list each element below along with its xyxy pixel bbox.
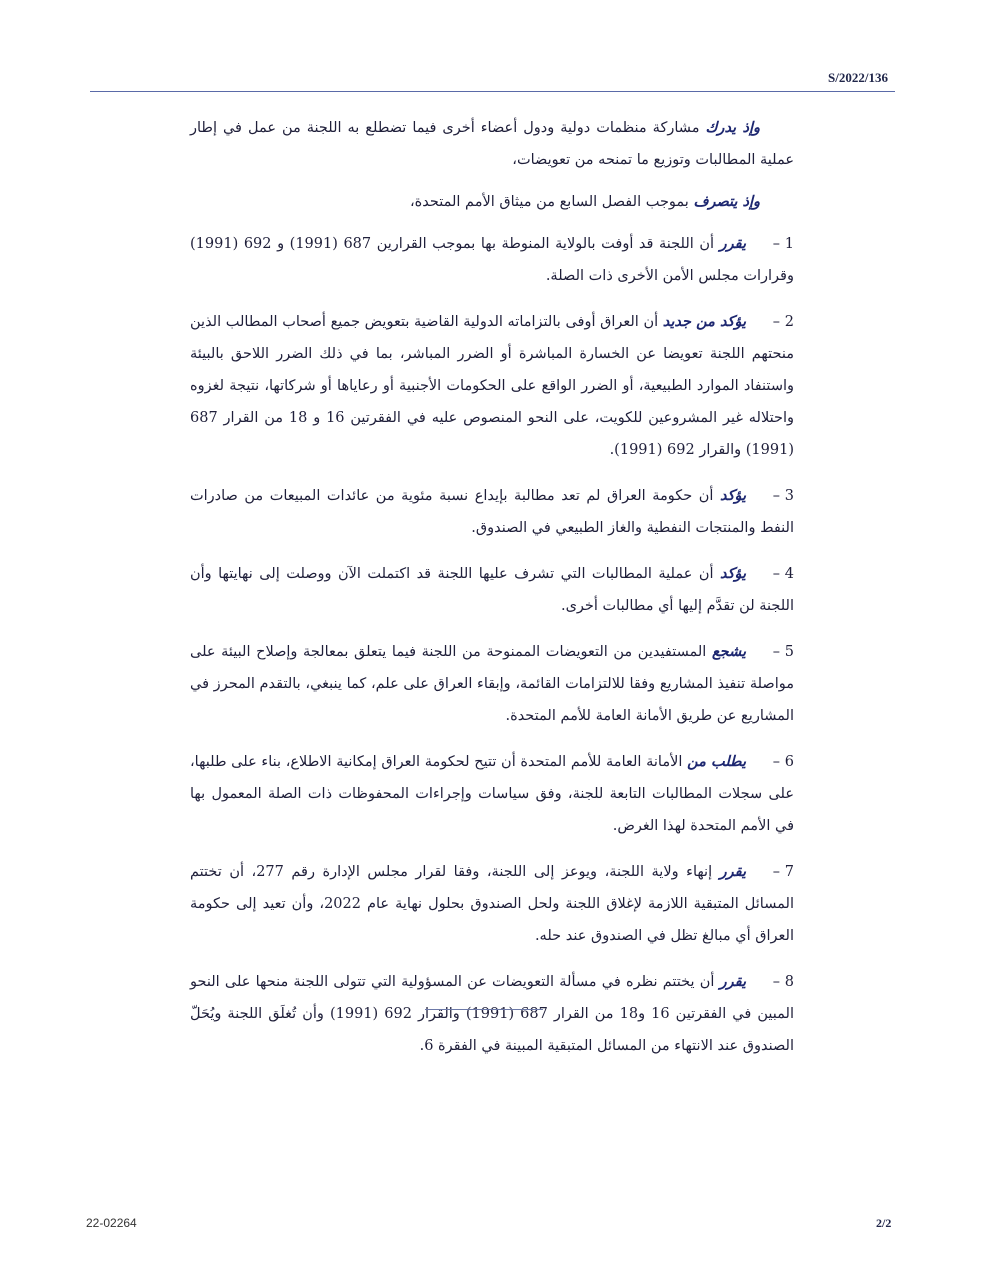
paragraph-keyword: يطلب من [687, 753, 746, 770]
paragraph-number: 6 [784, 754, 794, 770]
paragraph-keyword: يؤكد [719, 565, 746, 582]
operative-paragraph [190, 558, 794, 622]
paragraph-dash: – [772, 864, 781, 880]
paragraph-dash: – [772, 314, 780, 330]
document-number: 22-02264 [86, 1216, 137, 1230]
paragraph-number: 8 [784, 974, 794, 990]
operative-paragraph [190, 966, 794, 1062]
paragraph-keyword: يؤكد [719, 487, 746, 504]
end-divider [425, 1009, 543, 1010]
preamble-paragraph [190, 186, 794, 218]
paragraph-text: أن اللجنة قد أوفت بالولاية المنوطة بها بموجب القرارين 687 (1991) و 692 (1991) وقرارات مجلس الأمن الأخرى ذات الصلة. [190, 236, 794, 284]
header-divider [90, 91, 895, 92]
resolution-body [190, 112, 794, 1076]
paragraph-dash: – [772, 644, 780, 660]
preamble-text: مشاركة منظمات دولية ودول أعضاء أخرى فيما تضطلع به اللجنة من عمل في إطار عملية المطالبات وتوزيع ما تمنحه من تعويضات، [190, 120, 794, 168]
paragraph-number: 1 [784, 236, 794, 252]
paragraph-keyword: يقرر [719, 863, 747, 880]
paragraph-dash: – [772, 488, 780, 504]
paragraph-dash: – [772, 236, 780, 252]
preamble-keyword: وإذ يدرك [705, 119, 760, 136]
paragraph-text: إنهاء ولاية اللجنة، ويوعز إلى اللجنة، وفقا لقرار مجلس الإدارة رقم 277، أن تختتم المسائل المتبقية اللازمة لإغلاق اللجنة ولحل الصندوق بحلول نهاية عام 2022، وأن تعيد إلى حكومة العراق أي مبالغ تظل في الصندوق عند حله. [190, 864, 794, 944]
preamble-text: بموجب الفصل السابع من ميثاق الأمم المتحدة، [410, 194, 694, 210]
paragraph-text: أن حكومة العراق لم تعد مطالبة بإيداع نسبة مئوية من عائدات المبيعات من صادرات النفط والمنتجات النفطية والغاز الطبيعي في الصندوق. [190, 488, 794, 536]
paragraph-keyword: يشجع [711, 643, 746, 660]
paragraph-dash: – [772, 974, 780, 990]
operative-paragraph [190, 480, 794, 544]
paragraph-number: 3 [784, 488, 794, 504]
paragraph-text: الأمانة العامة للأمم المتحدة أن تتيح لحكومة العراق إمكانية الاطلاع، بناء على طلبها، على سجلات المطالبات التابعة للجنة، وفق سياسات وإجراءات المحفوظات ذات الصلة المعمول بها في الأمم المتحدة لهذا الغرض. [190, 754, 794, 834]
paragraph-text: أن يختتم نظره في مسألة التعويضات عن المسؤولية التي تتولى اللجنة منحها على النحو المبين في الفقرتين 16 و18 من القرار 687 (1991) والقرار 692 (1991) وأن تُغلَق اللجنة ويُحَلّ الصندوق عند الانتهاء من المسائل المتبقية المبينة في الفقرة 6. [190, 974, 794, 1054]
document-symbol: S/2022/136 [828, 70, 888, 85]
page-number: 2/2 [876, 1216, 892, 1230]
paragraph-dash: – [772, 566, 780, 582]
operative-paragraph [190, 636, 794, 732]
paragraph-keyword: يؤكد من جديد [662, 313, 746, 330]
paragraph-number: 5 [784, 644, 794, 660]
preamble-paragraph [190, 112, 794, 176]
operative-paragraph [190, 856, 794, 952]
paragraph-keyword: يقرر [719, 235, 746, 252]
paragraph-text: المستفيدين من التعويضات الممنوحة من اللجنة فيما يتعلق بمعالجة وإصلاح البيئة على مواصلة تنفيذ المشاريع وفقا للالتزامات القائمة، وإبقاء العراق على علم، كما ينبغي، بالتقدم المحرز في المشاريع عن طريق الأمانة العامة للأمم المتحدة. [190, 644, 794, 724]
preamble-keyword: وإذ يتصرف [693, 193, 760, 210]
paragraph-number: 4 [784, 566, 794, 582]
paragraph-keyword: يقرر [719, 973, 746, 990]
paragraph-text: أن العراق أوفى بالتزاماته الدولية القاضية بتعويض جميع أصحاب المطالب الذين منحتهم اللجنة تعويضا عن الخسارة المباشرة أو الضرر المباشر، بما في ذلك الضرر اللاحق بالبيئة واستنفاد الموارد الطبيعية، أو الضرر الواقع على الحكومات الأجنبية أو رعاياها أو شركاتها، نتيجة لغزوه واحتلاله غير المشروعين للكويت، على النحو المنصوص عليه في الفقرتين 16 و 18 من القرار 687 (1991) والقرار 692 (1991). [190, 314, 794, 458]
paragraph-number: 2 [784, 314, 794, 330]
operative-paragraph [190, 228, 794, 292]
paragraph-number: 7 [784, 864, 795, 880]
paragraph-text: أن عملية المطالبات التي تشرف عليها اللجنة قد اكتملت الآن ووصلت إلى نهايتها وأن اللجنة لن تقدَّم إليها أي مطالبات أخرى. [190, 566, 794, 614]
operative-paragraph [190, 306, 794, 466]
operative-paragraph [190, 746, 794, 842]
paragraph-dash: – [772, 754, 780, 770]
